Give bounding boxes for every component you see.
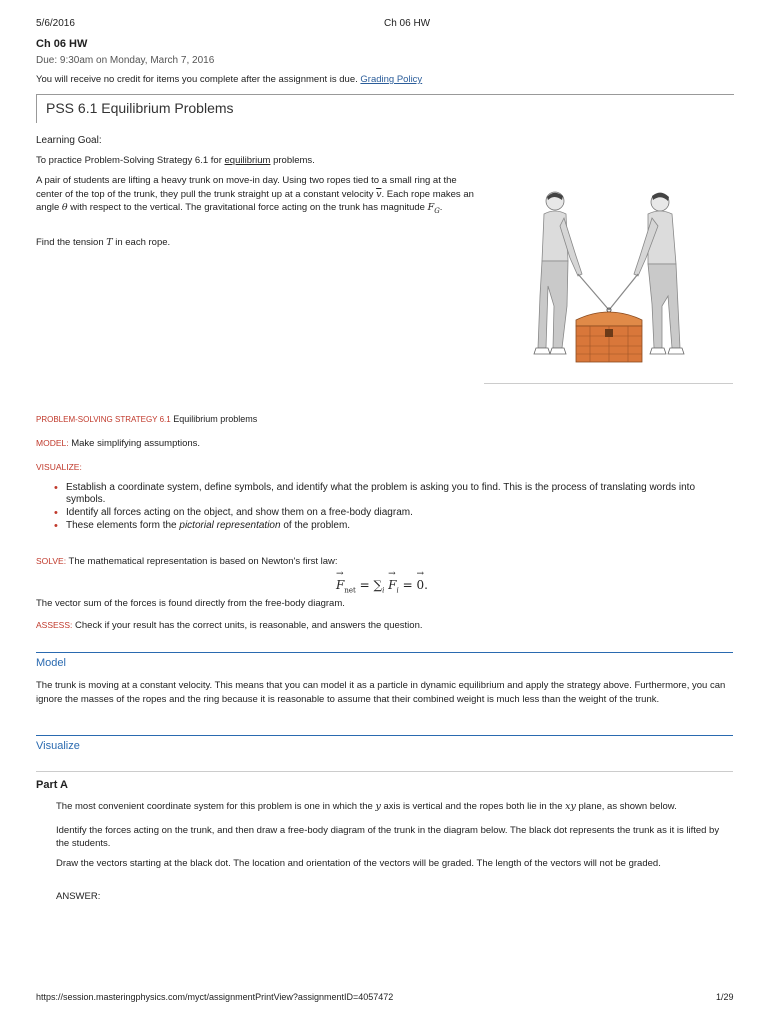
list-item: • Establish a coordinate system, define symbols, and identify what the problem is asking you to find. This is the process of translating words into symbols. [52,482,702,506]
force-symbol: F [427,202,435,213]
bullet3-post: of the problem. [283,520,351,531]
left-rope [578,274,609,310]
model-section-text: The trunk is moving at a constant velocity. This means that you can model it as a particle in dynamic equilibrium and apply the strategy above. Furthermore, you can ignore the masses of the ropes and the ring because it is reasonable to assume that their combined weight is much less than the weight of the trunk. [36,680,726,705]
right-rope [609,274,638,310]
eq-equals-2: = [402,578,413,592]
problem-description [36,174,476,218]
illustration-divider [484,383,733,384]
model-section-title[interactable]: Model [36,657,66,669]
theta-symbol: θ [61,202,68,213]
desc-part-2: . Each rope makes an angle [36,188,474,213]
grading-policy-link[interactable]: Grading Policy [360,74,423,85]
after-equation-text: The vector sum of the forces is found directly from the free-body diagram. [36,598,345,609]
visualize-section-title[interactable]: Visualize [36,740,80,752]
learning-goal-label: Learning Goal: [36,135,102,146]
eq-fi: F → [388,569,397,592]
assess-label: ASSESS: [36,620,73,630]
goal-post: problems. [273,155,315,166]
visualize-bullet-list [52,482,702,533]
model-label: MODEL: [36,438,69,448]
print-title: Ch 06 HW [384,18,431,29]
trunk [576,312,642,362]
print-date: 5/6/2016 [36,18,75,29]
students-lifting-trunk-illustration [520,186,700,366]
eq-rhs: 0 [416,578,425,592]
eq-sum-sub: i [382,586,385,595]
velocity-symbol: $\overline{v}$ [376,188,382,200]
eq-end: . [424,578,428,592]
model-section-divider [36,652,733,653]
desc-part-4: . [439,202,443,213]
find-tension [36,236,170,250]
strategy-model [36,438,200,449]
xy-plane-symbol: xy [565,801,576,812]
eq-fnet: F → [336,569,345,592]
visualize-label: VISUALIZE: [36,462,82,472]
tension-symbol: T [106,237,113,248]
solve-step-text: The mathematical representation is based on Newton's first law: [68,556,338,567]
due-date: Due: 9:30am on Monday, March 7, 2016 [36,55,215,66]
eq-sum: ∑ [373,578,383,592]
bullet3-pre: These elements form the [66,520,177,531]
strategy-label: PROBLEM-SOLVING STRATEGY 6.1 [36,415,171,424]
force-subscript: G [434,206,440,215]
strategy-solve [36,556,338,567]
find-pre: Find the tension [36,237,104,248]
strategy-heading [36,414,257,424]
strategy-assess [36,620,423,631]
footer-url[interactable]: https://session.masteringphysics.com/myct/assignmentPrintView?assignmentID=4057472 [36,992,394,1002]
credit-notice-text: You will receive no credit for items you complete after the assignment is due. [36,74,358,85]
list-item [52,520,702,532]
problem-title: PSS 6.1 Equilibrium Problems [46,100,234,116]
p1-post: plane, as shown below. [578,801,677,812]
eq-lhs-sub: net [344,586,356,595]
y-axis-symbol: y [375,801,381,812]
page-number: 1/29 [716,992,734,1002]
eq-term: F [388,578,397,592]
bullet3-emphasis: pictorial representation [179,520,281,531]
eq-equals-1: = [359,578,370,592]
eq-zero-vector: 0 → [416,569,425,592]
model-step-text: Make simplifying assumptions. [71,438,201,449]
equilibrium-link[interactable]: equilibrium [224,155,271,166]
p1-mid: axis is vertical and the ropes both lie in the [383,801,563,812]
newton-first-law-equation [336,569,428,595]
assess-step-text: Check if your result has the correct units, is reasonable, and answers the question. [75,620,423,631]
part-a-paragraph-3: Draw the vectors starting at the black dot. The location and orientation of the vectors will be graded. The length of the vectors will not be graded. [56,858,661,869]
desc-part-3: with respect to the vertical. The gravitational force acting on the trunk has magnitude [70,202,425,213]
list-item: • Identify all forces acting on the object, and show them on a free-body diagram. [52,507,702,519]
learning-goal-text [36,154,315,168]
credit-notice [36,74,422,85]
strategy-name: Equilibrium problems [173,414,258,424]
solve-label: SOLVE: [36,556,67,566]
part-a-paragraph-1 [56,801,732,812]
visualize-section-divider [36,735,733,736]
goal-pre: To practice Problem-Solving Strategy 6.1 for [36,155,222,166]
part-a-title: Part A [36,779,68,791]
eq-term-sub: i [396,586,399,595]
part-a-paragraph-2: Identify the forces acting on the trunk, and then draw a free-body diagram of the trunk in the diagram below. The black dot represents the trunk as it is lifted by the students. [56,825,720,849]
find-post: in each rope. [115,237,171,248]
assignment-title: Ch 06 HW [36,38,88,50]
left-student-figure [534,192,582,354]
p1-pre: The most convenient coordinate system for this problem is one in which the [56,801,373,812]
desc-part-1: A pair of students are lifting a heavy trunk on move-in day. Using two ropes tied to a small ring at the center of the top of the trunk, they pull the trunk straight up at a constant velocity [36,175,457,200]
eq-lhs: F [336,578,345,592]
answer-label: ANSWER: [56,891,101,902]
part-a-divider [36,771,733,772]
